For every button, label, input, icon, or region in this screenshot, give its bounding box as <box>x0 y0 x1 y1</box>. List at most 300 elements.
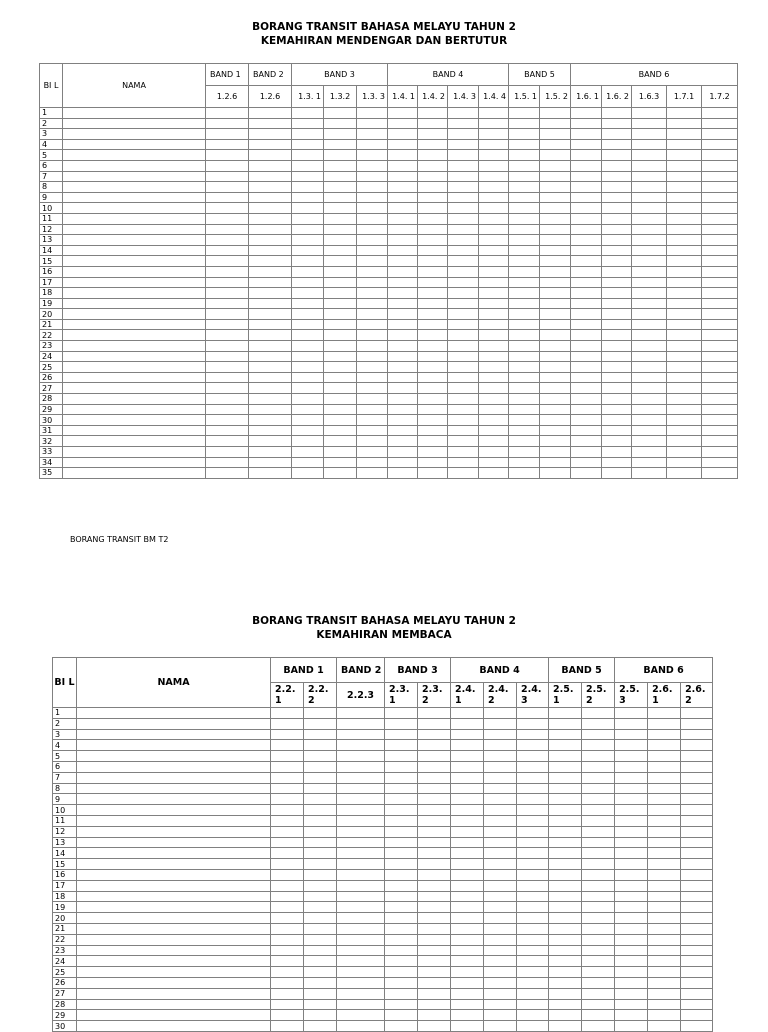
score-cell[interactable] <box>271 805 304 816</box>
score-cell[interactable] <box>337 913 385 924</box>
score-cell[interactable] <box>479 108 509 119</box>
score-cell[interactable] <box>648 729 681 740</box>
score-cell[interactable] <box>249 129 292 140</box>
score-cell[interactable] <box>509 288 540 299</box>
score-cell[interactable] <box>667 319 702 330</box>
score-cell[interactable] <box>667 425 702 436</box>
score-cell[interactable] <box>249 266 292 277</box>
score-cell[interactable] <box>357 330 388 341</box>
score-cell[interactable] <box>292 288 324 299</box>
name-cell[interactable] <box>77 751 271 762</box>
name-cell[interactable] <box>77 761 271 772</box>
score-cell[interactable] <box>304 708 337 719</box>
score-cell[interactable] <box>479 129 509 140</box>
score-cell[interactable] <box>571 319 602 330</box>
score-cell[interactable] <box>667 277 702 288</box>
score-cell[interactable] <box>571 457 602 468</box>
score-cell[interactable] <box>615 718 648 729</box>
score-cell[interactable] <box>517 815 549 826</box>
score-cell[interactable] <box>582 740 615 751</box>
score-cell[interactable] <box>517 794 549 805</box>
score-cell[interactable] <box>448 298 479 309</box>
score-cell[interactable] <box>667 362 702 373</box>
score-cell[interactable] <box>667 394 702 405</box>
score-cell[interactable] <box>509 457 540 468</box>
score-cell[interactable] <box>388 457 418 468</box>
score-cell[interactable] <box>418 245 448 256</box>
score-cell[interactable] <box>324 171 357 182</box>
score-cell[interactable] <box>385 956 418 967</box>
score-cell[interactable] <box>388 171 418 182</box>
score-cell[interactable] <box>448 245 479 256</box>
score-cell[interactable] <box>388 415 418 426</box>
score-cell[interactable] <box>249 330 292 341</box>
score-cell[interactable] <box>571 436 602 447</box>
score-cell[interactable] <box>448 118 479 129</box>
score-cell[interactable] <box>702 362 738 373</box>
score-cell[interactable] <box>388 203 418 214</box>
score-cell[interactable] <box>206 203 249 214</box>
score-cell[interactable] <box>667 351 702 362</box>
score-cell[interactable] <box>385 826 418 837</box>
score-cell[interactable] <box>357 129 388 140</box>
name-cell[interactable] <box>77 859 271 870</box>
score-cell[interactable] <box>582 1010 615 1021</box>
score-cell[interactable] <box>451 977 484 988</box>
score-cell[interactable] <box>540 383 571 394</box>
score-cell[interactable] <box>451 956 484 967</box>
score-cell[interactable] <box>448 319 479 330</box>
score-cell[interactable] <box>648 988 681 999</box>
score-cell[interactable] <box>418 457 448 468</box>
score-cell[interactable] <box>448 447 479 458</box>
score-cell[interactable] <box>388 309 418 320</box>
score-cell[interactable] <box>324 457 357 468</box>
score-cell[interactable] <box>602 298 632 309</box>
name-cell[interactable] <box>77 988 271 999</box>
score-cell[interactable] <box>517 945 549 956</box>
name-cell[interactable] <box>77 902 271 913</box>
score-cell[interactable] <box>324 224 357 235</box>
score-cell[interactable] <box>448 129 479 140</box>
score-cell[interactable] <box>388 425 418 436</box>
score-cell[interactable] <box>540 150 571 161</box>
score-cell[interactable] <box>615 751 648 762</box>
score-cell[interactable] <box>418 203 448 214</box>
score-cell[interactable] <box>249 394 292 405</box>
score-cell[interactable] <box>549 761 582 772</box>
score-cell[interactable] <box>357 351 388 362</box>
score-cell[interactable] <box>337 1010 385 1021</box>
score-cell[interactable] <box>292 182 324 193</box>
score-cell[interactable] <box>571 404 602 415</box>
score-cell[interactable] <box>451 848 484 859</box>
score-cell[interactable] <box>324 256 357 267</box>
score-cell[interactable] <box>479 118 509 129</box>
score-cell[interactable] <box>602 277 632 288</box>
score-cell[interactable] <box>517 805 549 816</box>
score-cell[interactable] <box>249 139 292 150</box>
score-cell[interactable] <box>632 256 667 267</box>
score-cell[interactable] <box>385 1021 418 1032</box>
score-cell[interactable] <box>667 150 702 161</box>
score-cell[interactable] <box>549 891 582 902</box>
score-cell[interactable] <box>632 309 667 320</box>
score-cell[interactable] <box>418 751 451 762</box>
score-cell[interactable] <box>479 224 509 235</box>
score-cell[interactable] <box>484 956 517 967</box>
score-cell[interactable] <box>304 1021 337 1032</box>
score-cell[interactable] <box>206 245 249 256</box>
score-cell[interactable] <box>615 988 648 999</box>
score-cell[interactable] <box>418 999 451 1010</box>
score-cell[interactable] <box>451 783 484 794</box>
score-cell[interactable] <box>702 224 738 235</box>
score-cell[interactable] <box>357 277 388 288</box>
score-cell[interactable] <box>509 224 540 235</box>
score-cell[interactable] <box>271 902 304 913</box>
score-cell[interactable] <box>324 447 357 458</box>
name-cell[interactable] <box>77 740 271 751</box>
score-cell[interactable] <box>517 999 549 1010</box>
score-cell[interactable] <box>667 447 702 458</box>
name-cell[interactable] <box>77 923 271 934</box>
score-cell[interactable] <box>337 805 385 816</box>
score-cell[interactable] <box>249 213 292 224</box>
score-cell[interactable] <box>388 330 418 341</box>
score-cell[interactable] <box>667 235 702 246</box>
score-cell[interactable] <box>206 256 249 267</box>
score-cell[interactable] <box>337 751 385 762</box>
score-cell[interactable] <box>292 203 324 214</box>
score-cell[interactable] <box>540 468 571 479</box>
score-cell[interactable] <box>540 129 571 140</box>
score-cell[interactable] <box>681 988 713 999</box>
score-cell[interactable] <box>549 859 582 870</box>
score-cell[interactable] <box>517 859 549 870</box>
score-cell[interactable] <box>702 404 738 415</box>
name-cell[interactable] <box>77 977 271 988</box>
score-cell[interactable] <box>549 837 582 848</box>
score-cell[interactable] <box>418 139 448 150</box>
name-cell[interactable] <box>63 341 206 352</box>
score-cell[interactable] <box>357 235 388 246</box>
score-cell[interactable] <box>292 436 324 447</box>
score-cell[interactable] <box>509 341 540 352</box>
score-cell[interactable] <box>324 150 357 161</box>
score-cell[interactable] <box>582 805 615 816</box>
score-cell[interactable] <box>540 192 571 203</box>
score-cell[interactable] <box>702 436 738 447</box>
name-cell[interactable] <box>77 869 271 880</box>
score-cell[interactable] <box>648 815 681 826</box>
name-cell[interactable] <box>63 266 206 277</box>
score-cell[interactable] <box>292 245 324 256</box>
score-cell[interactable] <box>249 118 292 129</box>
score-cell[interactable] <box>667 224 702 235</box>
score-cell[interactable] <box>292 362 324 373</box>
score-cell[interactable] <box>484 740 517 751</box>
score-cell[interactable] <box>324 213 357 224</box>
score-cell[interactable] <box>702 129 738 140</box>
score-cell[interactable] <box>602 394 632 405</box>
name-cell[interactable] <box>63 256 206 267</box>
score-cell[interactable] <box>681 923 713 934</box>
score-cell[interactable] <box>681 815 713 826</box>
score-cell[interactable] <box>549 1021 582 1032</box>
score-cell[interactable] <box>418 923 451 934</box>
name-cell[interactable] <box>77 848 271 859</box>
score-cell[interactable] <box>451 718 484 729</box>
score-cell[interactable] <box>602 235 632 246</box>
name-cell[interactable] <box>77 1010 271 1021</box>
score-cell[interactable] <box>602 351 632 362</box>
score-cell[interactable] <box>582 1021 615 1032</box>
score-cell[interactable] <box>602 150 632 161</box>
score-cell[interactable] <box>418 1021 451 1032</box>
score-cell[interactable] <box>206 362 249 373</box>
score-cell[interactable] <box>292 108 324 119</box>
score-cell[interactable] <box>479 383 509 394</box>
score-cell[interactable] <box>388 224 418 235</box>
score-cell[interactable] <box>681 977 713 988</box>
score-cell[interactable] <box>292 351 324 362</box>
name-cell[interactable] <box>77 718 271 729</box>
score-cell[interactable] <box>509 309 540 320</box>
score-cell[interactable] <box>648 902 681 913</box>
score-cell[interactable] <box>549 923 582 934</box>
score-cell[interactable] <box>418 708 451 719</box>
score-cell[interactable] <box>324 182 357 193</box>
score-cell[interactable] <box>324 139 357 150</box>
score-cell[interactable] <box>582 967 615 978</box>
score-cell[interactable] <box>632 277 667 288</box>
score-cell[interactable] <box>632 235 667 246</box>
score-cell[interactable] <box>385 945 418 956</box>
score-cell[interactable] <box>304 837 337 848</box>
score-cell[interactable] <box>357 436 388 447</box>
score-cell[interactable] <box>667 203 702 214</box>
score-cell[interactable] <box>479 298 509 309</box>
score-cell[interactable] <box>602 192 632 203</box>
score-cell[interactable] <box>418 859 451 870</box>
score-cell[interactable] <box>418 1010 451 1021</box>
score-cell[interactable] <box>632 108 667 119</box>
score-cell[interactable] <box>324 298 357 309</box>
score-cell[interactable] <box>337 934 385 945</box>
score-cell[interactable] <box>385 708 418 719</box>
score-cell[interactable] <box>582 708 615 719</box>
score-cell[interactable] <box>484 891 517 902</box>
score-cell[interactable] <box>479 362 509 373</box>
score-cell[interactable] <box>357 160 388 171</box>
name-cell[interactable] <box>63 447 206 458</box>
score-cell[interactable] <box>479 288 509 299</box>
name-cell[interactable] <box>77 783 271 794</box>
score-cell[interactable] <box>479 203 509 214</box>
score-cell[interactable] <box>337 815 385 826</box>
name-cell[interactable] <box>63 436 206 447</box>
score-cell[interactable] <box>582 751 615 762</box>
score-cell[interactable] <box>337 880 385 891</box>
score-cell[interactable] <box>292 256 324 267</box>
score-cell[interactable] <box>681 805 713 816</box>
score-cell[interactable] <box>479 351 509 362</box>
score-cell[interactable] <box>448 277 479 288</box>
score-cell[interactable] <box>681 740 713 751</box>
score-cell[interactable] <box>418 956 451 967</box>
score-cell[interactable] <box>681 718 713 729</box>
score-cell[interactable] <box>206 192 249 203</box>
score-cell[interactable] <box>648 967 681 978</box>
score-cell[interactable] <box>388 256 418 267</box>
score-cell[interactable] <box>451 1021 484 1032</box>
score-cell[interactable] <box>540 213 571 224</box>
score-cell[interactable] <box>602 447 632 458</box>
score-cell[interactable] <box>324 383 357 394</box>
score-cell[interactable] <box>271 1021 304 1032</box>
score-cell[interactable] <box>615 945 648 956</box>
score-cell[interactable] <box>324 203 357 214</box>
score-cell[interactable] <box>249 351 292 362</box>
score-cell[interactable] <box>479 182 509 193</box>
score-cell[interactable] <box>632 404 667 415</box>
score-cell[interactable] <box>484 967 517 978</box>
score-cell[interactable] <box>582 826 615 837</box>
score-cell[interactable] <box>388 213 418 224</box>
score-cell[interactable] <box>681 708 713 719</box>
score-cell[interactable] <box>702 277 738 288</box>
score-cell[interactable] <box>337 848 385 859</box>
score-cell[interactable] <box>509 277 540 288</box>
score-cell[interactable] <box>648 783 681 794</box>
score-cell[interactable] <box>549 740 582 751</box>
score-cell[interactable] <box>448 404 479 415</box>
score-cell[interactable] <box>206 425 249 436</box>
score-cell[interactable] <box>249 383 292 394</box>
score-cell[interactable] <box>648 999 681 1010</box>
score-cell[interactable] <box>509 266 540 277</box>
score-cell[interactable] <box>448 415 479 426</box>
name-cell[interactable] <box>63 224 206 235</box>
score-cell[interactable] <box>271 880 304 891</box>
score-cell[interactable] <box>206 224 249 235</box>
score-cell[interactable] <box>304 729 337 740</box>
score-cell[interactable] <box>304 880 337 891</box>
score-cell[interactable] <box>385 934 418 945</box>
score-cell[interactable] <box>385 740 418 751</box>
score-cell[interactable] <box>479 341 509 352</box>
score-cell[interactable] <box>540 425 571 436</box>
name-cell[interactable] <box>77 945 271 956</box>
score-cell[interactable] <box>667 108 702 119</box>
score-cell[interactable] <box>249 319 292 330</box>
score-cell[interactable] <box>448 192 479 203</box>
score-cell[interactable] <box>337 761 385 772</box>
score-cell[interactable] <box>292 171 324 182</box>
score-cell[interactable] <box>517 718 549 729</box>
name-cell[interactable] <box>63 129 206 140</box>
score-cell[interactable] <box>479 309 509 320</box>
score-cell[interactable] <box>448 235 479 246</box>
score-cell[interactable] <box>667 171 702 182</box>
score-cell[interactable] <box>418 718 451 729</box>
score-cell[interactable] <box>571 394 602 405</box>
score-cell[interactable] <box>324 404 357 415</box>
name-cell[interactable] <box>63 139 206 150</box>
score-cell[interactable] <box>540 160 571 171</box>
score-cell[interactable] <box>571 129 602 140</box>
score-cell[interactable] <box>206 457 249 468</box>
score-cell[interactable] <box>292 457 324 468</box>
score-cell[interactable] <box>648 805 681 816</box>
score-cell[interactable] <box>448 341 479 352</box>
score-cell[interactable] <box>418 468 448 479</box>
score-cell[interactable] <box>304 956 337 967</box>
score-cell[interactable] <box>324 192 357 203</box>
score-cell[interactable] <box>702 447 738 458</box>
score-cell[interactable] <box>648 708 681 719</box>
score-cell[interactable] <box>509 256 540 267</box>
score-cell[interactable] <box>702 160 738 171</box>
score-cell[interactable] <box>571 415 602 426</box>
score-cell[interactable] <box>418 869 451 880</box>
score-cell[interactable] <box>451 869 484 880</box>
score-cell[interactable] <box>484 772 517 783</box>
score-cell[interactable] <box>451 815 484 826</box>
score-cell[interactable] <box>385 977 418 988</box>
score-cell[interactable] <box>249 288 292 299</box>
score-cell[interactable] <box>549 729 582 740</box>
score-cell[interactable] <box>388 341 418 352</box>
score-cell[interactable] <box>582 772 615 783</box>
name-cell[interactable] <box>63 171 206 182</box>
score-cell[interactable] <box>702 288 738 299</box>
score-cell[interactable] <box>540 224 571 235</box>
score-cell[interactable] <box>388 404 418 415</box>
score-cell[interactable] <box>418 880 451 891</box>
score-cell[interactable] <box>357 192 388 203</box>
score-cell[interactable] <box>681 913 713 924</box>
score-cell[interactable] <box>702 235 738 246</box>
score-cell[interactable] <box>509 203 540 214</box>
score-cell[interactable] <box>667 288 702 299</box>
score-cell[interactable] <box>448 256 479 267</box>
score-cell[interactable] <box>292 266 324 277</box>
score-cell[interactable] <box>271 1010 304 1021</box>
score-cell[interactable] <box>484 1010 517 1021</box>
score-cell[interactable] <box>582 761 615 772</box>
score-cell[interactable] <box>249 203 292 214</box>
score-cell[interactable] <box>206 160 249 171</box>
score-cell[interactable] <box>681 1010 713 1021</box>
score-cell[interactable] <box>337 718 385 729</box>
score-cell[interactable] <box>292 150 324 161</box>
score-cell[interactable] <box>582 837 615 848</box>
score-cell[interactable] <box>388 362 418 373</box>
score-cell[interactable] <box>479 404 509 415</box>
score-cell[interactable] <box>304 815 337 826</box>
score-cell[interactable] <box>571 256 602 267</box>
score-cell[interactable] <box>271 718 304 729</box>
score-cell[interactable] <box>681 999 713 1010</box>
score-cell[interactable] <box>571 288 602 299</box>
score-cell[interactable] <box>484 923 517 934</box>
score-cell[interactable] <box>385 859 418 870</box>
score-cell[interactable] <box>206 468 249 479</box>
score-cell[interactable] <box>648 891 681 902</box>
score-cell[interactable] <box>582 956 615 967</box>
